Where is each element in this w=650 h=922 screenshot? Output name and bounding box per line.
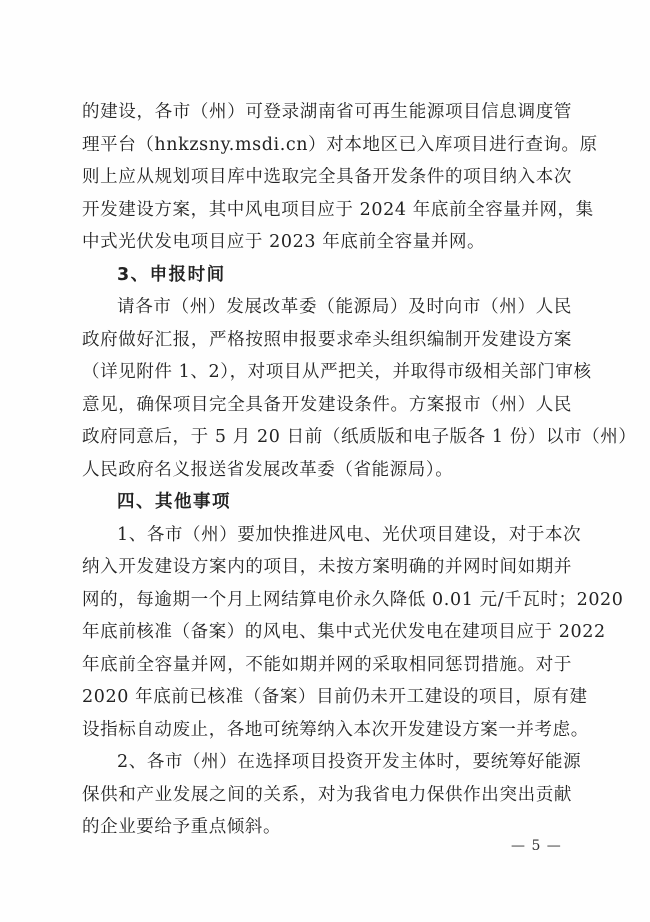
text-line: 的企业要给予重点倾斜。 xyxy=(82,817,282,837)
page-number: — 5 — xyxy=(511,838,562,854)
text-line: 1、各市（州）要加快推进风电、光伏项目建设，对于本次 xyxy=(117,524,582,545)
text-line: 保供和产业发展之间的关系，对为我省电力保供作出突出贡献 xyxy=(82,784,572,805)
paragraph-project-query xyxy=(82,96,598,259)
text-line: 的建设，各市（州）可登录湖南省可再生能源项目信息调度管 xyxy=(82,102,572,122)
paragraph-item-2 xyxy=(82,746,582,844)
text-line: 政府做好汇报，严格按照申报要求牵头组织编制开发建设方案 xyxy=(82,329,572,350)
text-line: 年底前全容量并网，不能如期并网的采取相同惩罚措施。对于 xyxy=(82,654,572,675)
document-body xyxy=(82,96,637,844)
text-line: 人民政府名义报送省发展改革委（省能源局）。 xyxy=(82,459,454,480)
text-line: 2020 年底前已核准（备案）目前仍未开工建设的项目，原有建 xyxy=(82,687,588,707)
text-line: 则上应从规划项目库中选取完全具备开发条件的项目纳入本次 xyxy=(82,167,572,187)
text-line: （详见附件 1、2），对项目从严把关，并取得市级相关部门审核 xyxy=(82,362,592,382)
text-line: 政府同意后，于 5 月 20 日前（纸质版和电子版各 1 份）以市（州） xyxy=(82,427,637,447)
section-heading-other-matters: 四、其他事项 xyxy=(117,492,231,512)
text-line: 纳入开发建设方案内的项目，未按方案明确的并网时间如期并 xyxy=(82,557,572,577)
text-line: 请各市（州）发展改革委（能源局）及时向市（州）人民 xyxy=(117,297,572,317)
text-line: 设指标自动废止，各地可统筹纳入本次开发建设方案一并考虑。 xyxy=(82,719,589,740)
paragraph-item-1 xyxy=(82,519,624,747)
text-line: 开发建设方案，其中风电项目应于 2024 年底前全容量并网，集 xyxy=(82,199,594,220)
section-heading-submission-time: 3、申报时间 xyxy=(117,264,226,285)
text-line: 年底前核准（备案）的风电、集中式光伏发电在建项目应于 2022 xyxy=(82,622,606,642)
text-line: 中式光伏发电项目应于 2023 年底前全容量并网。 xyxy=(82,232,486,252)
text-line: 2、各市（州）在选择项目投资开发主体时，要统筹好能源 xyxy=(117,752,582,772)
text-line: 网的，每逾期一个月上网结算电价永久降低 0.01 元/千瓦时；2020 xyxy=(82,589,624,610)
text-line: 理平台（hnkzsny.msdi.cn）对本地区已入库项目进行查询。原 xyxy=(82,134,598,155)
text-line: 意见，确保项目完全具备开发建设条件。方案报市（州）人民 xyxy=(82,394,572,415)
paragraph-submission-time xyxy=(82,291,637,486)
